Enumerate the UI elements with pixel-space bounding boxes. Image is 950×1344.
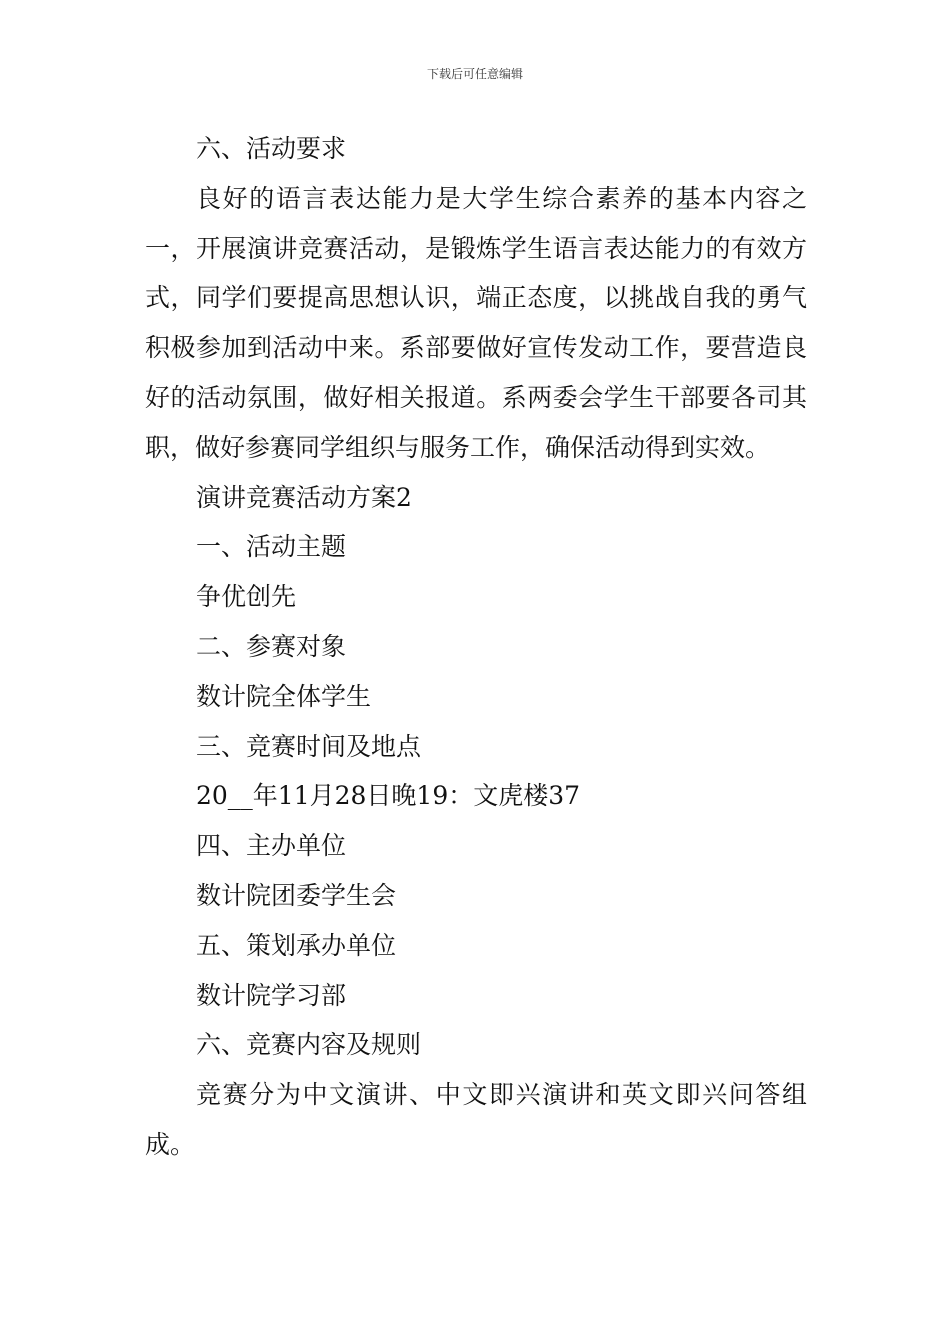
document-body xyxy=(145,124,807,1170)
section-heading-organizer: 四、主办单位 xyxy=(196,831,347,861)
rules-text: 竞赛分为中文演讲、中文即兴演讲和英文即兴问答组成。 xyxy=(145,1080,807,1159)
section-heading-planner: 五、策划承办单位 xyxy=(196,930,397,960)
section-heading-rules: 六、竞赛内容及规则 xyxy=(196,1030,422,1060)
body-paragraph-requirements: 良好的语言表达能力是大学生综合素养的基本内容之一，开展演讲竞赛活动，是锻炼学生语言表达能力的有效方式，同学们要提高思想认识，端正态度，以挑战自我的勇气积极参加到活动中来。系部要做好宣传发动工作，要营造良好的活动氛围，做好相关报道。系两委会学生干部要各司其职，做好参赛同学组织与服务工作，确保活动得到实效。 xyxy=(145,183,807,462)
section-heading-theme: 一、活动主题 xyxy=(196,532,347,562)
participants-text: 数计院全体学生 xyxy=(196,681,372,711)
section-heading-activity-requirements: 六、活动要求 xyxy=(196,134,347,163)
page-header-note: 下载后可任意编辑 xyxy=(426,67,523,81)
organizer-text: 数计院团委学生会 xyxy=(196,880,397,910)
document-subtitle: 演讲竞赛活动方案2 xyxy=(196,482,412,512)
time-location-text: 20__年11月28日晚19：文虎楼37 xyxy=(196,781,581,811)
section-heading-time-location: 三、竞赛时间及地点 xyxy=(196,731,422,761)
planner-text: 数计院学习部 xyxy=(196,980,347,1010)
theme-text: 争优创先 xyxy=(196,582,297,612)
section-heading-participants: 二、参赛对象 xyxy=(196,631,347,661)
